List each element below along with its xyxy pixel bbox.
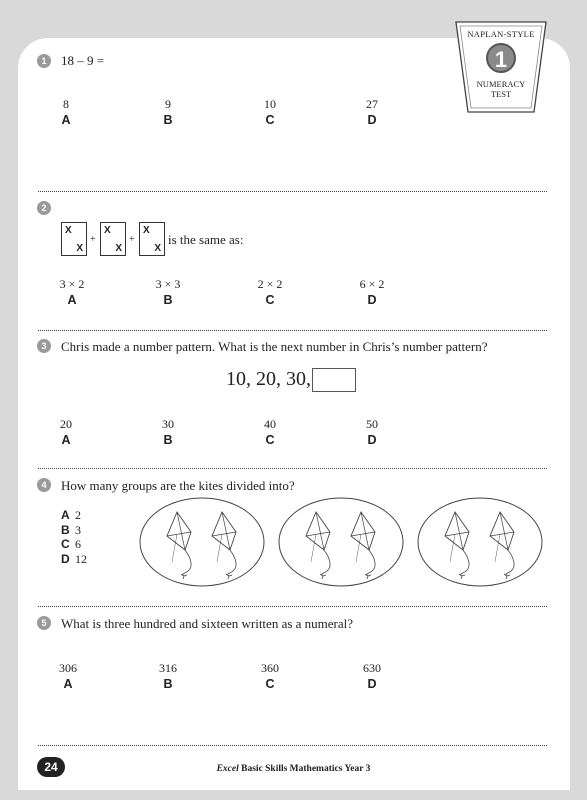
option-letter: A bbox=[61, 113, 71, 127]
x-mark: X bbox=[115, 243, 122, 254]
option-value: 2 × 2 bbox=[257, 277, 283, 291]
number-sequence: 10, 20, 30, bbox=[226, 368, 311, 390]
option-value: 3 bbox=[75, 522, 81, 537]
option-letter: C bbox=[265, 677, 275, 691]
option-letter: C bbox=[61, 537, 70, 551]
option-value: 10 bbox=[264, 97, 276, 111]
option-letter: B bbox=[163, 677, 173, 691]
kite-group-2 bbox=[279, 498, 403, 586]
option-letter: A bbox=[63, 677, 73, 691]
option-letter: D bbox=[367, 293, 377, 307]
option-letter: B bbox=[163, 433, 173, 447]
question-3-text: Chris made a number pattern. What is the next number in Chris’s number pattern? bbox=[61, 339, 488, 354]
option-letter: D bbox=[61, 551, 70, 566]
option-letter: D bbox=[367, 433, 377, 447]
option-value: 30 bbox=[162, 417, 174, 431]
option-letter: B bbox=[163, 113, 173, 127]
option-value: 8 bbox=[63, 97, 69, 111]
q5-option-a[interactable] bbox=[48, 661, 88, 691]
question-number-3: 3 bbox=[37, 339, 51, 353]
option-letter: A bbox=[61, 433, 71, 447]
option-letter: C bbox=[265, 293, 275, 307]
kite-group-3 bbox=[418, 498, 542, 586]
kite-group-1 bbox=[140, 498, 264, 586]
option-letter: A bbox=[61, 508, 70, 522]
footer-title bbox=[0, 764, 587, 774]
option-value: 20 bbox=[60, 417, 72, 431]
question-number-2: 2 bbox=[37, 201, 51, 215]
option-value: 9 bbox=[165, 97, 171, 111]
option-value: 50 bbox=[366, 417, 378, 431]
question-2-text: is the same as: bbox=[168, 232, 244, 247]
badge-top-text: NAPLAN-STYLE bbox=[467, 29, 535, 39]
option-value: 630 bbox=[363, 661, 381, 675]
option-value: 3 × 2 bbox=[59, 277, 85, 291]
question-number-5: 5 bbox=[37, 616, 51, 630]
question-4-text: How many groups are the kites divided into? bbox=[61, 478, 295, 493]
option-letter: C bbox=[265, 433, 275, 447]
x-mark: X bbox=[65, 225, 72, 236]
option-value: 306 bbox=[59, 661, 77, 675]
divider bbox=[38, 606, 547, 607]
question-1-text: 18 – 9 = bbox=[61, 53, 105, 68]
page-number: 24 bbox=[37, 757, 65, 777]
option-letter: B bbox=[61, 522, 70, 537]
option-value: 12 bbox=[75, 551, 87, 566]
footer-brand: Excel bbox=[216, 764, 239, 774]
question-number-1: 1 bbox=[37, 54, 51, 68]
badge-bottom-line2: TEST bbox=[490, 89, 512, 99]
plus-sign: + bbox=[129, 234, 135, 245]
option-value: 316 bbox=[159, 661, 177, 675]
x-mark: X bbox=[104, 225, 111, 236]
question-5-text: What is three hundred and sixteen written as a numeral? bbox=[61, 616, 354, 631]
option-letter: D bbox=[367, 113, 377, 127]
badge-number: 1 bbox=[486, 43, 516, 73]
option-value: 40 bbox=[264, 417, 276, 431]
question-number-4: 4 bbox=[37, 478, 51, 492]
option-value: 6 bbox=[75, 537, 81, 551]
q5-option-b[interactable] bbox=[148, 661, 188, 691]
option-value: 360 bbox=[261, 661, 279, 675]
option-value: 3 × 3 bbox=[155, 277, 181, 291]
option-value: 6 × 2 bbox=[359, 277, 385, 291]
option-value: 27 bbox=[366, 97, 378, 111]
x-mark: X bbox=[143, 225, 150, 236]
option-letter: B bbox=[163, 293, 173, 307]
plus-sign: + bbox=[90, 234, 96, 245]
q5-option-d[interactable] bbox=[352, 661, 392, 691]
x-mark: X bbox=[154, 243, 161, 254]
footer-title-rest: Basic Skills Mathematics Year 3 bbox=[238, 764, 371, 774]
q5-option-c[interactable] bbox=[250, 661, 290, 691]
badge-bottom-line1: NUMERACY bbox=[476, 79, 526, 89]
option-value: 2 bbox=[75, 508, 81, 522]
x-mark: X bbox=[76, 243, 83, 254]
option-letter: C bbox=[265, 113, 275, 127]
option-letter: D bbox=[367, 677, 377, 691]
option-letter: A bbox=[67, 293, 77, 307]
divider bbox=[38, 745, 547, 746]
